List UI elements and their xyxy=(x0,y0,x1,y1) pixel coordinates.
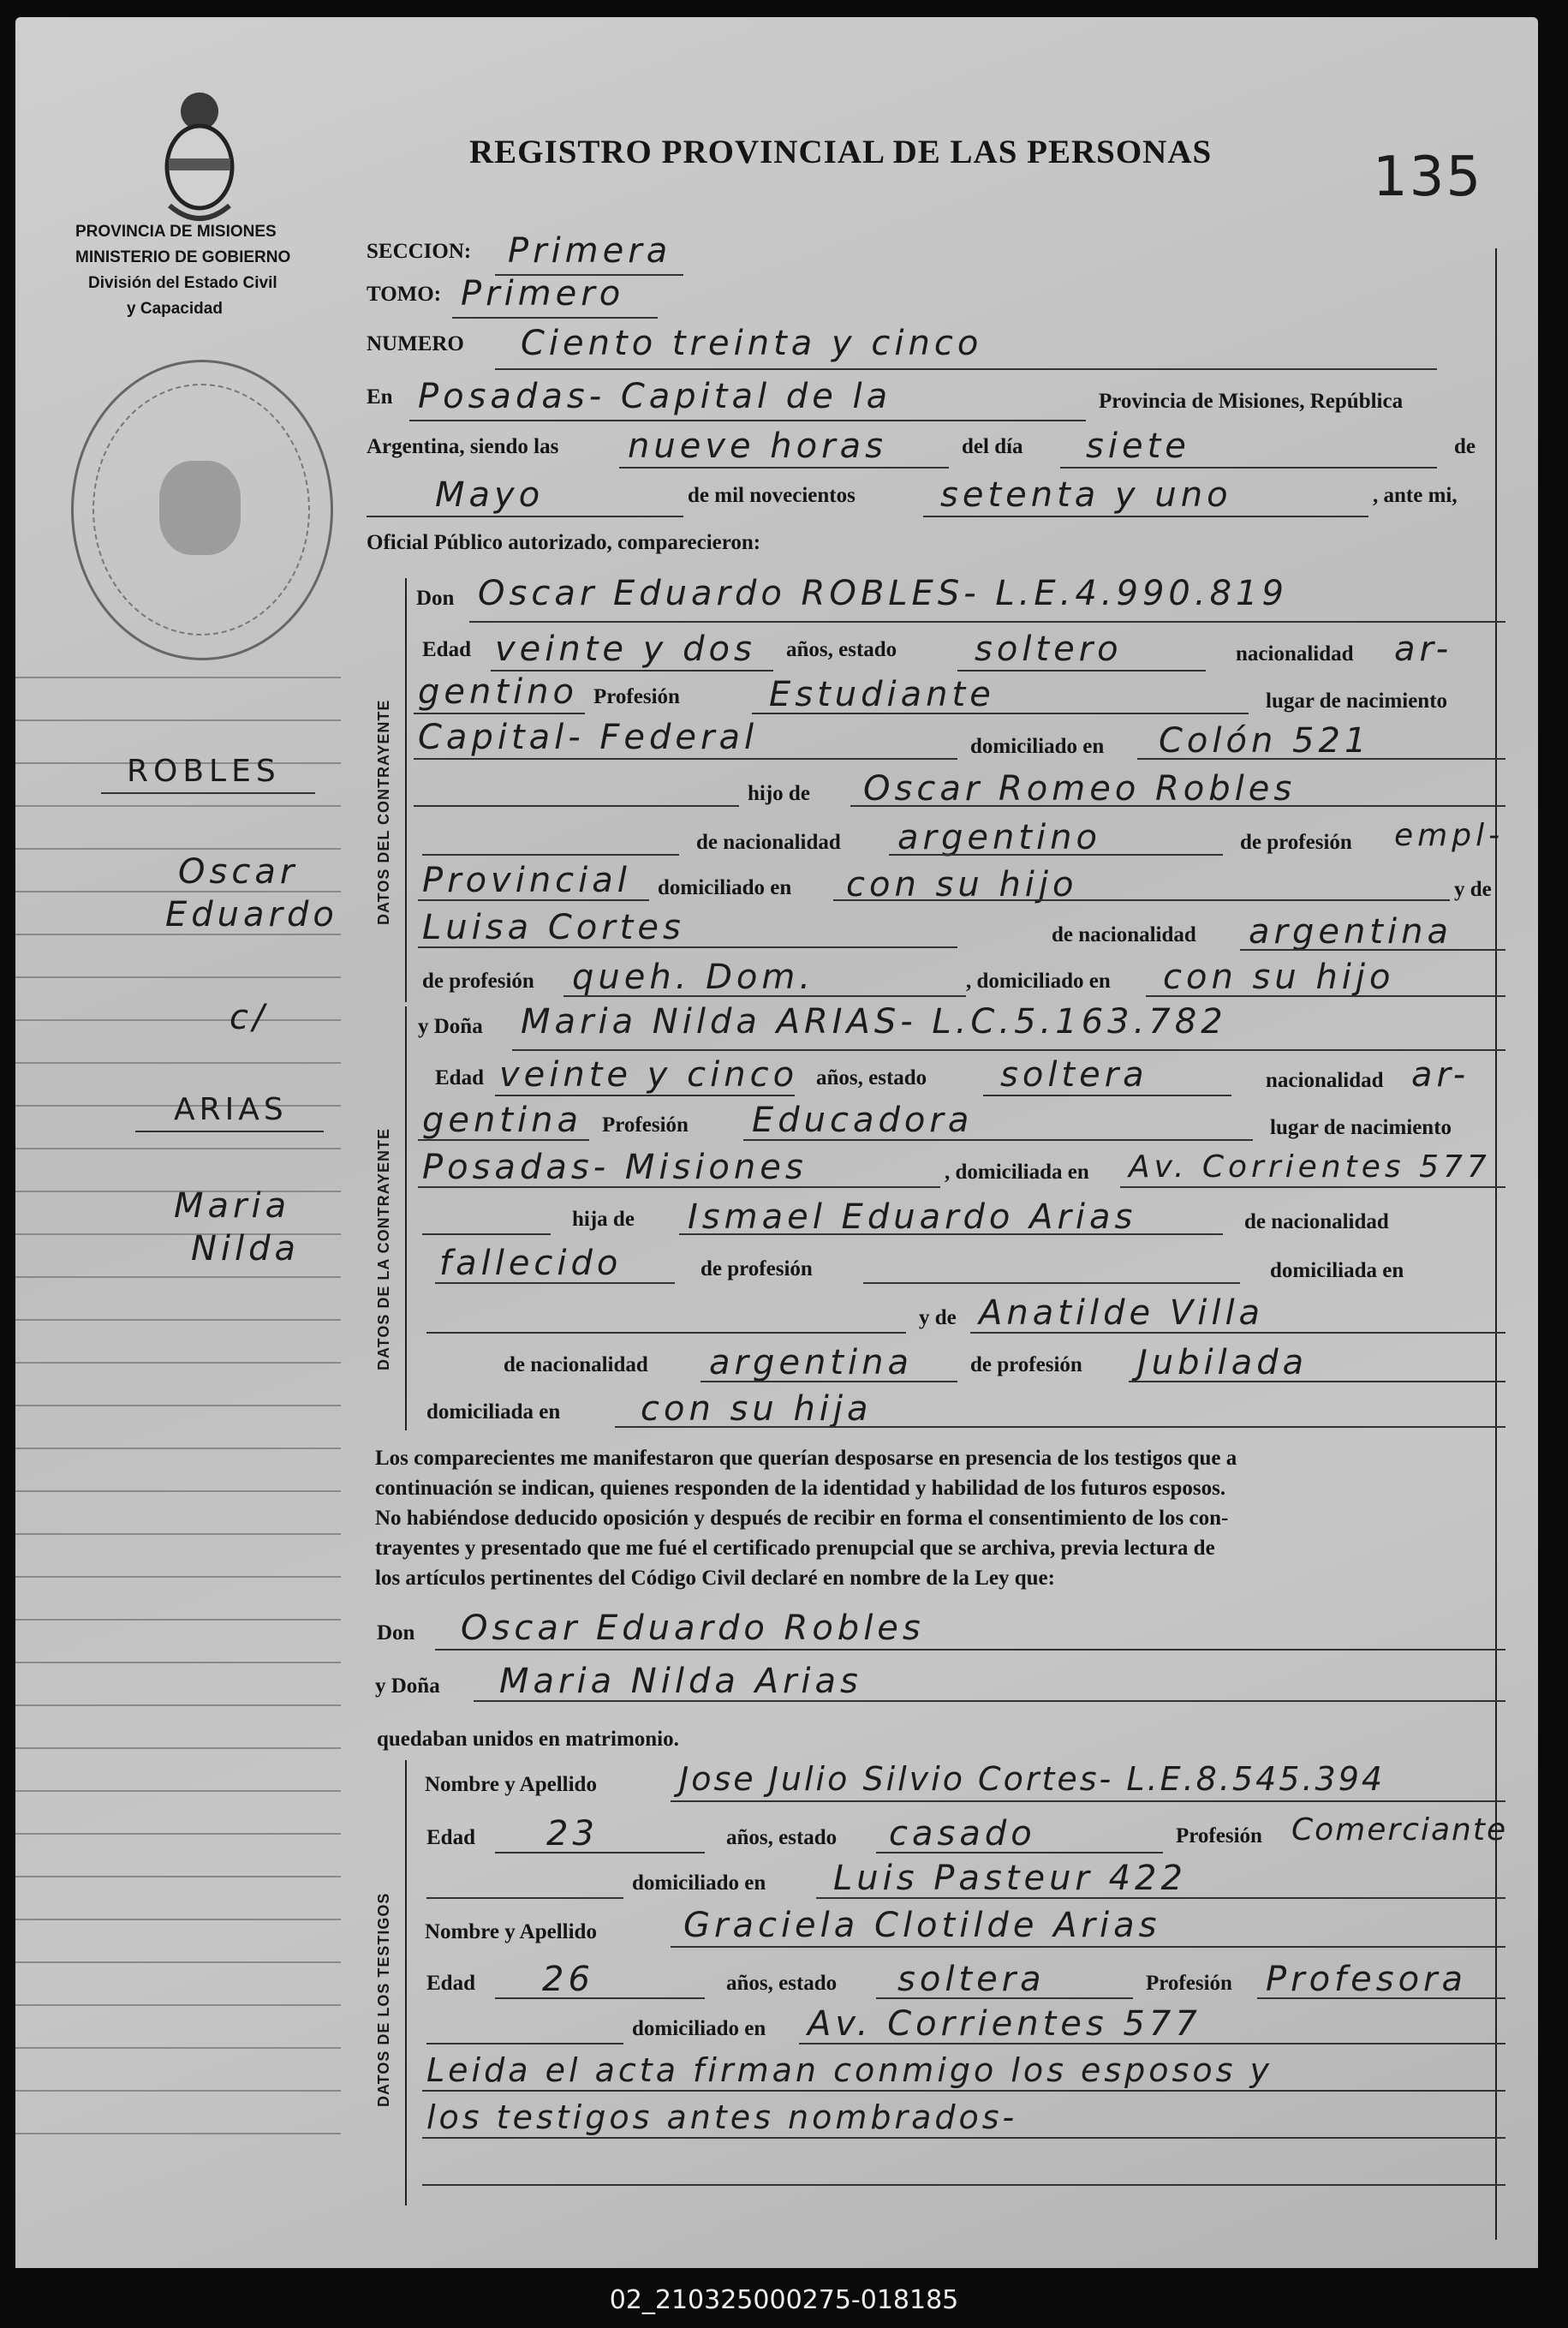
label-y-de-b: y de xyxy=(919,1306,957,1329)
value-w2-dom: Av. Corrientes 577 xyxy=(808,2004,1201,2044)
label-provincia: Provincia de Misiones, República xyxy=(1099,390,1404,413)
label-de-prof-mother: de profesión xyxy=(422,970,534,993)
value-tomo: Primero xyxy=(461,274,625,313)
value-groom-father: Oscar Romeo Robles xyxy=(863,769,1297,809)
side-label-testigos: DATOS DE LOS TESTIGOS xyxy=(375,1892,392,2107)
label-w1-domiciliado: domiciliado en xyxy=(632,1871,766,1895)
value-groom-mother-dom: con su hijo xyxy=(1163,958,1395,997)
label-anos-estado-groom: años, estado xyxy=(786,638,897,661)
label-de-mil: de mil novecientos xyxy=(688,484,856,507)
value-groom-father-prof-a: empl- xyxy=(1394,818,1505,853)
label-argentina: Argentina, siendo las xyxy=(367,435,559,458)
label-de-nac-bride-mother: de nacionalidad xyxy=(504,1353,648,1376)
label-domiciliada-bride-mother: domiciliada en xyxy=(426,1400,561,1424)
value-bride-mother-nac: argentina xyxy=(709,1343,913,1382)
value-bride-estado: soltera xyxy=(1000,1055,1148,1095)
org-line-4: y Capacidad xyxy=(127,300,223,318)
label-edad-groom: Edad xyxy=(422,638,471,661)
org-line-3: División del Estado Civil xyxy=(88,274,277,292)
label-w2-nombre: Nombre y Apellido xyxy=(425,1920,597,1943)
value-bride-mother-dom: con su hija xyxy=(641,1389,873,1429)
label-lugar-nac-groom: lugar de nacimiento xyxy=(1266,689,1448,713)
label-domiciliada-bride-father: domiciliada en xyxy=(1270,1259,1404,1282)
label-nacionalidad-bride: nacionalidad xyxy=(1266,1069,1384,1092)
margin-surname-1: ROBLES xyxy=(127,754,281,789)
value-bride-mother: Anatilde Villa xyxy=(979,1293,1265,1333)
value-hora: nueve horas xyxy=(628,427,887,466)
value-groom-mother-prof: queh. Dom. xyxy=(572,958,815,997)
label-w2-profesion: Profesión xyxy=(1146,1972,1232,1995)
value-bride-nac-b: gentina xyxy=(422,1101,583,1140)
margin-given-1a: Oscar xyxy=(178,852,299,892)
value-bride-dom: Av. Corrientes 577 xyxy=(1129,1149,1491,1185)
value-bride-edad: veinte y cinco xyxy=(499,1055,799,1095)
declaration-paragraph xyxy=(375,1443,1505,1593)
value-w2-edad: 26 xyxy=(542,1960,594,1999)
value-numero: Ciento treinta y cinco xyxy=(521,324,983,363)
label-domiciliada-bride: , domiciliada en xyxy=(945,1161,1089,1184)
body-line-3: No habiéndose deducido oposición y después de recibir en forma el consentimiento de los con- xyxy=(375,1507,1229,1530)
label-numero: NUMERO xyxy=(367,332,464,355)
label-domiciliado-father: domiciliado en xyxy=(658,876,792,899)
label-decl-dona: y Doña xyxy=(375,1674,440,1698)
closing-line-2: los testigos antes nombrados- xyxy=(426,2098,1018,2136)
value-seccion: Primera xyxy=(508,231,672,271)
value-anio: setenta y uno xyxy=(940,475,1232,515)
value-bride-mother-prof: Jubilada xyxy=(1137,1343,1309,1382)
margin-given-2b: Nilda xyxy=(191,1229,301,1268)
label-w1-profesion: Profesión xyxy=(1176,1824,1262,1847)
label-profesion-groom: Profesión xyxy=(593,685,680,708)
label-lugar-nac-bride: lugar de nacimiento xyxy=(1270,1116,1452,1139)
image-label: 02_210325000275-018185 xyxy=(609,2285,959,2315)
value-groom-edad: veinte y dos xyxy=(495,630,756,669)
value-decl-dona: Maria Nilda Arias xyxy=(499,1662,862,1701)
label-de-prof-bride-father: de profesión xyxy=(701,1257,813,1280)
value-groom-father-nac: argentino xyxy=(897,818,1101,857)
value-bride-nac-a: ar- xyxy=(1411,1055,1470,1095)
value-w2-name: Graciela Clotilde Arias xyxy=(683,1906,1161,1945)
label-w1-edad: Edad xyxy=(426,1826,475,1849)
coat-of-arms-icon xyxy=(152,86,247,231)
value-bride-prof: Educadora xyxy=(752,1101,974,1140)
closing-line-1: Leida el acta firman conmigo los esposos y xyxy=(426,2051,1273,2089)
label-y-de: y de xyxy=(1454,878,1492,901)
label-edad-bride: Edad xyxy=(435,1066,484,1089)
value-groom-father-prof-b: Provincial xyxy=(422,861,631,900)
label-w1-nombre: Nombre y Apellido xyxy=(425,1773,597,1796)
value-groom-nac-a: ar- xyxy=(1394,630,1453,669)
value-bride-father: Ismael Eduardo Arias xyxy=(688,1197,1137,1237)
label-w2-edad: Edad xyxy=(426,1972,475,1995)
label-seccion: SECCION: xyxy=(367,240,472,263)
margin-connector: c/ xyxy=(230,998,269,1037)
seal-text xyxy=(74,362,75,363)
value-w2-estado: soltera xyxy=(897,1960,1046,1999)
value-groom-father-dom: con su hijo xyxy=(846,865,1078,904)
label-de-prof-bride-mother: de profesión xyxy=(970,1353,1082,1376)
label-w1-anos-estado: años, estado xyxy=(726,1826,838,1849)
margin-given-2a: Maria xyxy=(174,1186,291,1226)
value-groom-name: Oscar Eduardo ROBLES- L.E.4.990.819 xyxy=(478,574,1288,613)
side-label-contrayenta: DATOS DE LA CONTRAYENTE xyxy=(375,1127,392,1370)
value-w1-name: Jose Julio Silvio Cortes- L.E.8.545.394 xyxy=(679,1760,1386,1798)
value-lugar: Posadas- Capital de la xyxy=(418,377,892,416)
label-tomo: TOMO: xyxy=(367,283,442,306)
org-line-1: PROVINCIA DE MISIONES xyxy=(75,223,277,241)
value-bride-father-nac: fallecido xyxy=(439,1244,623,1283)
label-domiciliado-mother: , domiciliado en xyxy=(966,970,1111,993)
value-groom-prof: Estudiante xyxy=(769,675,995,714)
body-line-4: trayentes y presentado que me fué el certificado prenupcial que se archiva, previa lectura de xyxy=(375,1537,1215,1560)
margin-surname-2: ARIAS xyxy=(174,1092,288,1127)
value-w1-dom: Luis Pasteur 422 xyxy=(833,1859,1187,1898)
label-don: Don xyxy=(416,587,455,610)
side-label-contrayente: DATOS DEL CONTRAYENTE xyxy=(375,699,392,925)
value-bride-name: Maria Nilda ARIAS- L.C.5.163.782 xyxy=(521,1002,1227,1042)
value-groom-lugar: Capital- Federal xyxy=(418,718,759,757)
value-w1-estado: casado xyxy=(889,1814,1036,1853)
value-groom-mother: Luisa Cortes xyxy=(422,908,685,947)
page-title: REGISTRO PROVINCIAL DE LAS PERSONAS xyxy=(469,134,1213,170)
label-oficial: Oficial Público autorizado, comparecieron: xyxy=(367,531,761,554)
label-hija-de: hija de xyxy=(572,1208,635,1231)
label-decl-don: Don xyxy=(377,1621,415,1645)
value-dia: siete xyxy=(1086,427,1190,466)
label-de-prof-father: de profesión xyxy=(1240,831,1352,854)
org-line-2: MINISTERIO DE GOBIERNO xyxy=(75,248,291,266)
register-page xyxy=(15,17,1538,2268)
label-hijo-de: hijo de xyxy=(748,782,810,805)
value-w1-edad: 23 xyxy=(546,1814,599,1853)
value-groom-nac-b: gentino xyxy=(418,672,578,712)
value-decl-don: Oscar Eduardo Robles xyxy=(461,1609,925,1648)
value-w2-prof: Profesora xyxy=(1266,1960,1467,1999)
label-w2-anos-estado: años, estado xyxy=(726,1972,838,1995)
page-number: 135 xyxy=(1373,146,1483,209)
label-de-nac-mother: de nacionalidad xyxy=(1052,923,1196,946)
label-del-dia: del día xyxy=(962,435,1023,458)
value-groom-dom: Colón 521 xyxy=(1159,721,1371,761)
label-de-nac-father: de nacionalidad xyxy=(696,831,841,854)
official-seal xyxy=(71,360,333,660)
value-w1-prof: Comerciante xyxy=(1291,1812,1508,1847)
label-en: En xyxy=(367,385,393,409)
label-nacionalidad-groom: nacionalidad xyxy=(1236,642,1354,666)
value-bride-lugar: Posadas- Misiones xyxy=(422,1148,808,1187)
label-quedaban: quedaban unidos en matrimonio. xyxy=(377,1728,679,1751)
label-de: de xyxy=(1454,435,1476,458)
label-profesion-bride: Profesión xyxy=(602,1113,689,1137)
label-ante-mi: , ante mi, xyxy=(1373,484,1458,507)
label-anos-estado-bride: años, estado xyxy=(816,1066,927,1089)
label-de-nac-bride-father: de nacionalidad xyxy=(1244,1210,1389,1233)
body-line-5: los artículos pertinentes del Código Civil declaré en nombre de la Ley que: xyxy=(375,1567,1055,1590)
label-domiciliado-groom: domiciliado en xyxy=(970,735,1105,758)
value-mes: Mayo xyxy=(435,475,545,515)
body-line-1: Los comparecientes me manifestaron que querían desposarse en presencia de los testigos que a xyxy=(375,1447,1237,1470)
value-groom-mother-nac: argentina xyxy=(1249,912,1452,952)
margin-given-1b: Eduardo xyxy=(165,895,338,934)
body-line-2: continuación se indican, quienes responden de la identidad y habilidad de los futuros esposos. xyxy=(375,1477,1226,1500)
label-y-dona: y Doña xyxy=(418,1015,483,1038)
value-groom-estado: soltero xyxy=(975,630,1123,669)
label-w2-domiciliado: domiciliado en xyxy=(632,2017,766,2040)
